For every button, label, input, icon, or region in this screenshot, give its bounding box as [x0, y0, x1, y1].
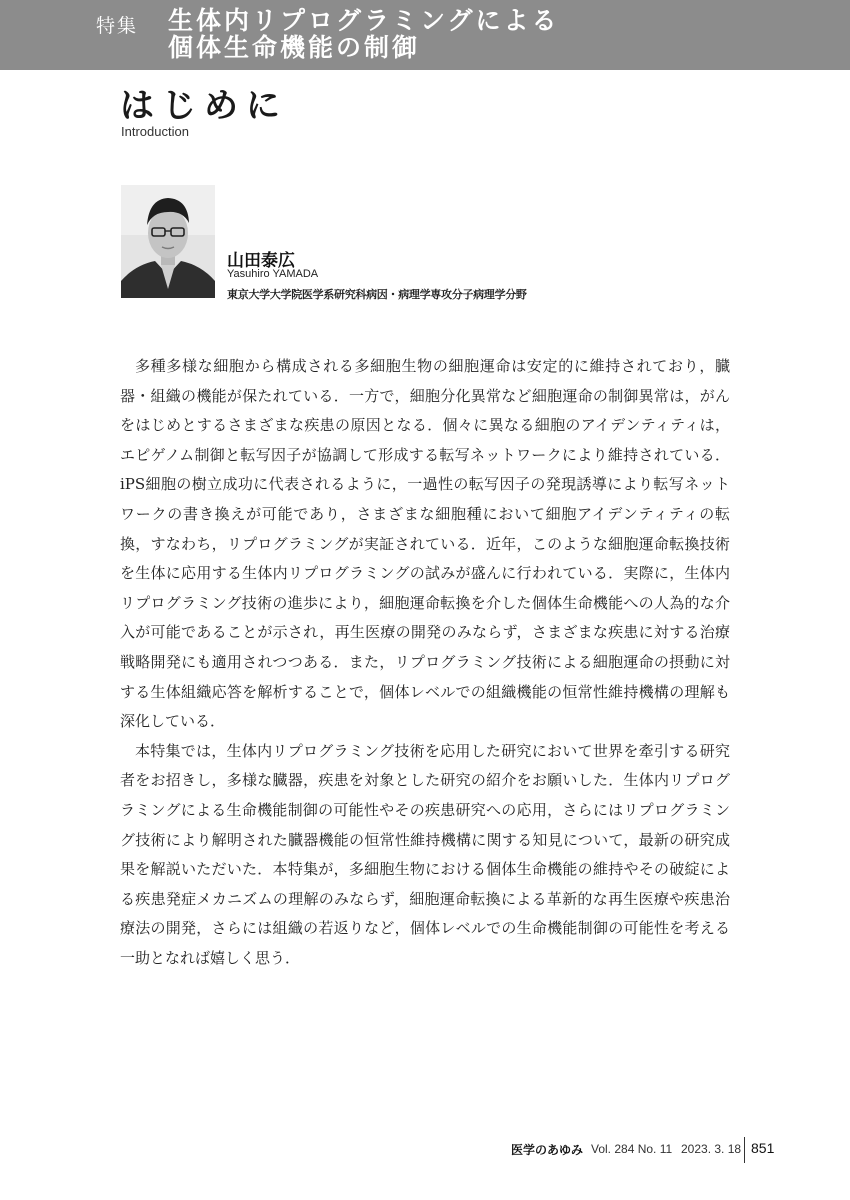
footer-volume: Vol. 284 No. 11 — [591, 1142, 673, 1156]
feature-header-band — [0, 0, 850, 70]
feature-title-line-1: 生体内リプログラミングによる — [168, 6, 560, 35]
body-paragraph-2: 本特集では，生体内リプログラミング技術を応用した研究において世界を牽引する研究者をお招きし，多様な臓器，疾患を対象とした研究の紹介をお願いした．生体内リプログラミングによる生命機能制御の可能性やその疾患研究への応用，さらにはリプログラミング技術により解明された臓器機能の恒常性維持機構に関する知見について，最新の研究成果を解説いただいた．本特集が，多細胞生物における個体生命機能の維持やその破綻による疾患発症メカニズムの理解のみならず，細胞運命転換による革新的な再生医療や疾患治療法の開発，さらには組織の若返りなど，個体レベルでの生命機能制御の可能性を考える一助となれば嬉しく思う． — [120, 741, 730, 967]
body-text — [120, 352, 730, 973]
author-romaji-name: Yasuhiro YAMADA — [227, 268, 319, 280]
author-name: 山田泰広 — [227, 251, 295, 271]
footer-date: 2023. 3. 18 — [681, 1142, 742, 1156]
author-portrait-photo — [121, 185, 215, 298]
feature-title-line-2: 個体生命機能の制御 — [168, 33, 421, 62]
body-paragraph-1: 多種多様な細胞から構成される多細胞生物の細胞運命は安定的に維持されており，臓器・組織の機能が保たれている．一方で，細胞分化異常など細胞運命の制御異常は，がんをはじめとするさまざまな疾患の原因となる．個々に異なる細胞のアイデンティティは，エピゲノム制御と転写因子が協調して形成する転写ネットワークにより維持されている．iPS細胞の樹立成功に代表されるように，一過性の転写因子の発現誘導により転写ネットワークの書き換えが可能であり，さまざまな細胞種において細胞アイデンティティの転換，すなわち，リプログラミングが実証されている．近年，このような細胞運命転換技術を生体に応用する生体内リプログラミングの試みが盛んに行われている．実際に，生体内リプログラミング技術の進歩により，細胞運命転換を介した個体生命機能への人為的な介入が可能であることが示され，再生医療の開発のみならず，さまざまな疾患に対する治療戦略開発にも適用されつつある．また，リプログラミング技術による細胞運命の摂動に対する生体組織応答を解析することで，個体レベルでの組織機能の恒常性維持機構の理解も深化している． — [120, 357, 730, 731]
author-portrait-icon — [121, 185, 215, 298]
section-title: はじめに — [120, 86, 288, 126]
special-feature-label: 特集 — [96, 15, 139, 37]
footer-divider — [744, 1137, 745, 1163]
feature-title — [168, 7, 560, 61]
section-subtitle: Introduction — [121, 124, 189, 139]
author-affiliation: 東京大学大学院医学系研究科病因・病理学専攻分子病理学分野 — [227, 288, 527, 301]
footer-journal-name: 医学のあゆみ — [511, 1143, 584, 1157]
page-number: 851 — [751, 1140, 775, 1156]
